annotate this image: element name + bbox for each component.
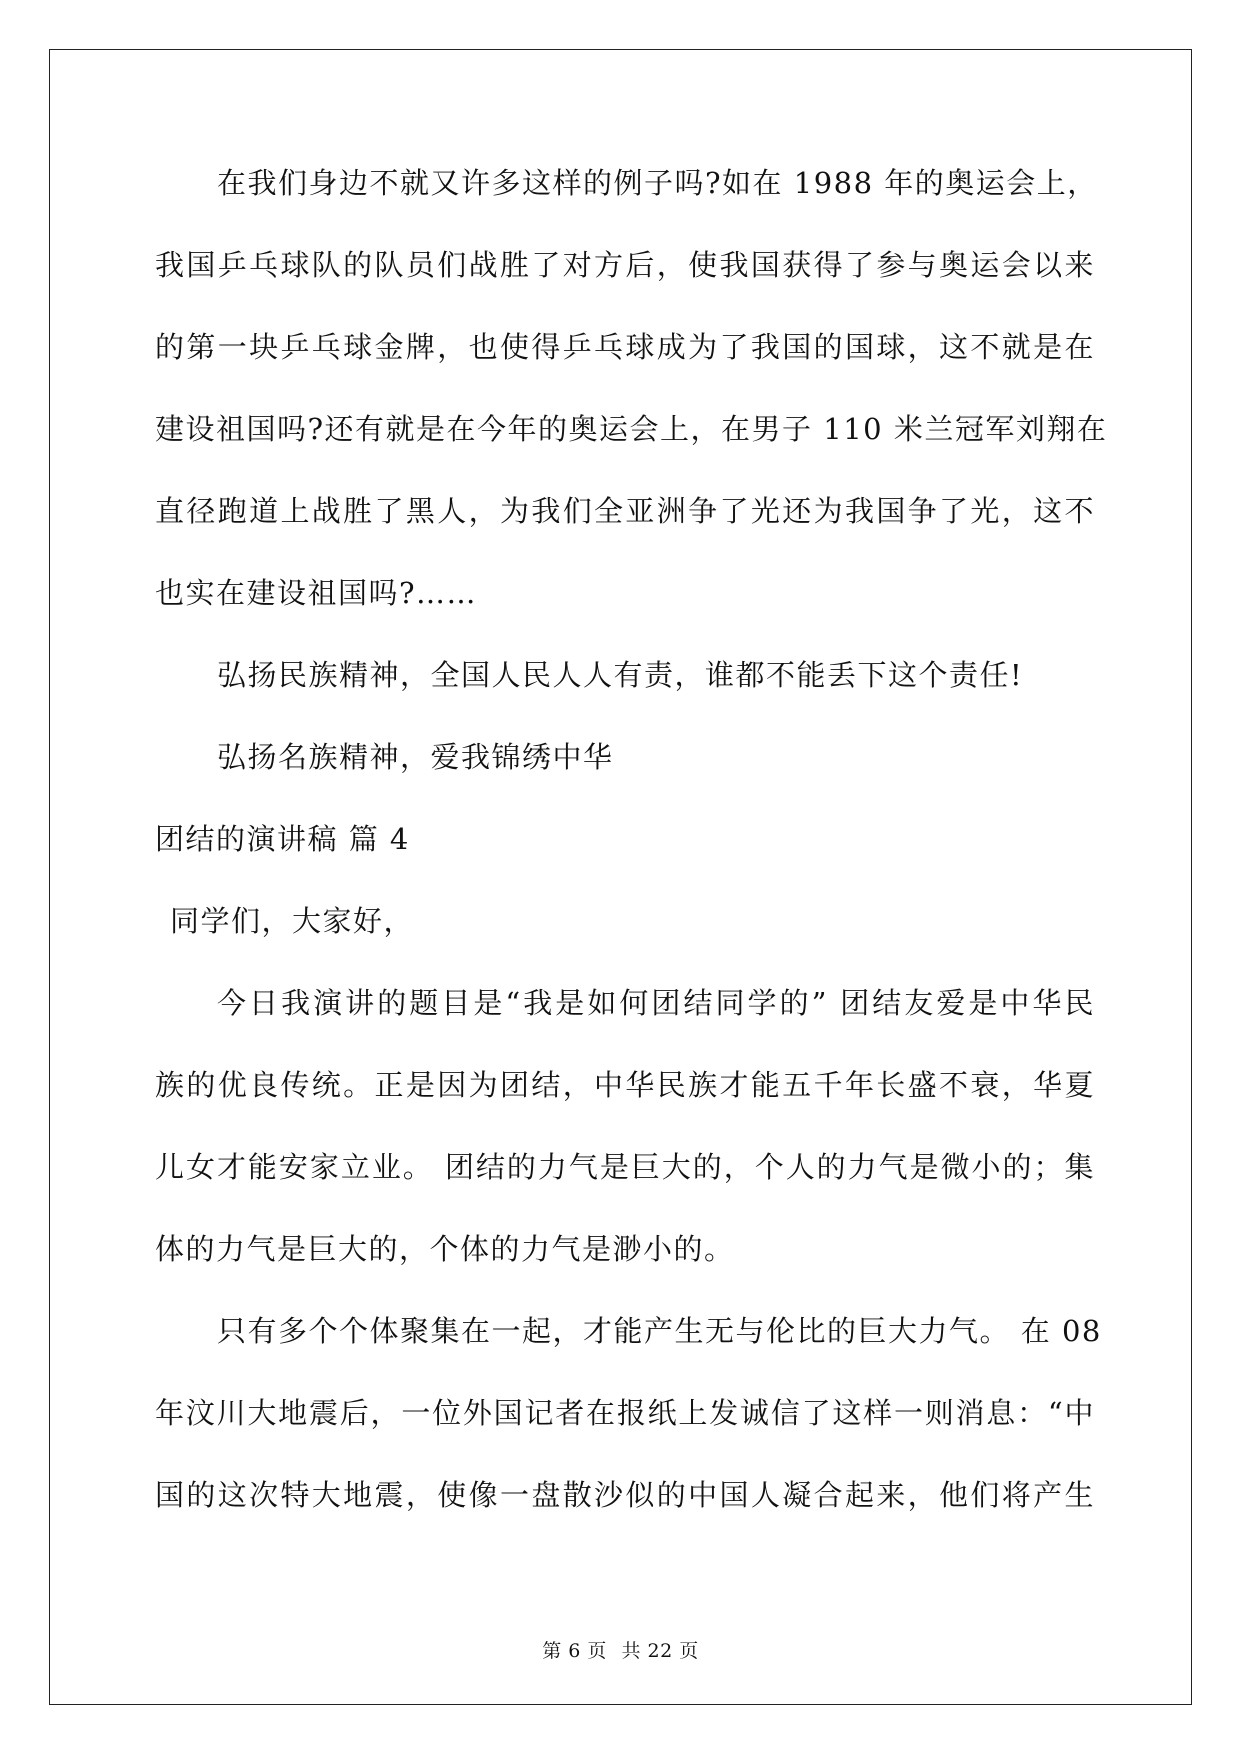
page-total: 共 22 页 (621, 1640, 699, 1662)
text-line: 直径跑道上战胜了黑人，为我们全亚洲争了光还为我国争了光，这不 (155, 494, 1095, 528)
text-line: 儿女才能安家立业。 团结的力气是巨大的，个人的力气是微小的；集 (155, 1150, 1095, 1184)
document-body (155, 158, 1108, 1552)
text-line: 的第一块乒乓球金牌，也使得乒乓球成为了我国的国球，这不就是在 (155, 330, 1095, 364)
text-line: 族的优良传统。正是因为团结，中华民族才能五千年长盛不衰，华夏 (155, 1068, 1095, 1102)
greeting-line: 同学们，大家好， (170, 904, 415, 938)
text-line: 弘扬民族精神，全国人民人人有责，谁都不能丢下这个责任! (217, 658, 1024, 692)
page-number: 第 6 页 (542, 1640, 607, 1662)
text-line: 弘扬名族精神，爱我锦绣中华 (217, 740, 614, 774)
page-footer (0, 1636, 1241, 1663)
text-line: 我国乒乓球队的队员们战胜了对方后，使我国获得了参与奥运会以来 (155, 248, 1095, 282)
text-line: 在我们身边不就又许多这样的例子吗?如在 1988 年的奥运会上， (217, 166, 1098, 200)
text-line: 体的力气是巨大的，个体的力气是渺小的。 (155, 1232, 735, 1266)
text-line: 建设祖国吗?还有就是在今年的奥运会上，在男子 110 米兰冠军刘翔在 (155, 412, 1108, 446)
text-line: 今日我演讲的题目是“我是如何团结同学的” 团结友爱是中华民 (217, 986, 1095, 1020)
text-line: 也实在建设祖国吗?…… (155, 576, 478, 610)
text-line: 只有多个个体聚集在一起，才能产生无与伦比的巨大力气。 在 08 (217, 1314, 1102, 1348)
section-heading: 团结的演讲稿 篇 4 (155, 822, 410, 856)
text-line: 国的这次特大地震，使像一盘散沙似的中国人凝合起来，他们将产生 (155, 1478, 1095, 1512)
text-line: 年汶川大地震后，一位外国记者在报纸上发诚信了这样一则消息：“中 (155, 1396, 1095, 1430)
